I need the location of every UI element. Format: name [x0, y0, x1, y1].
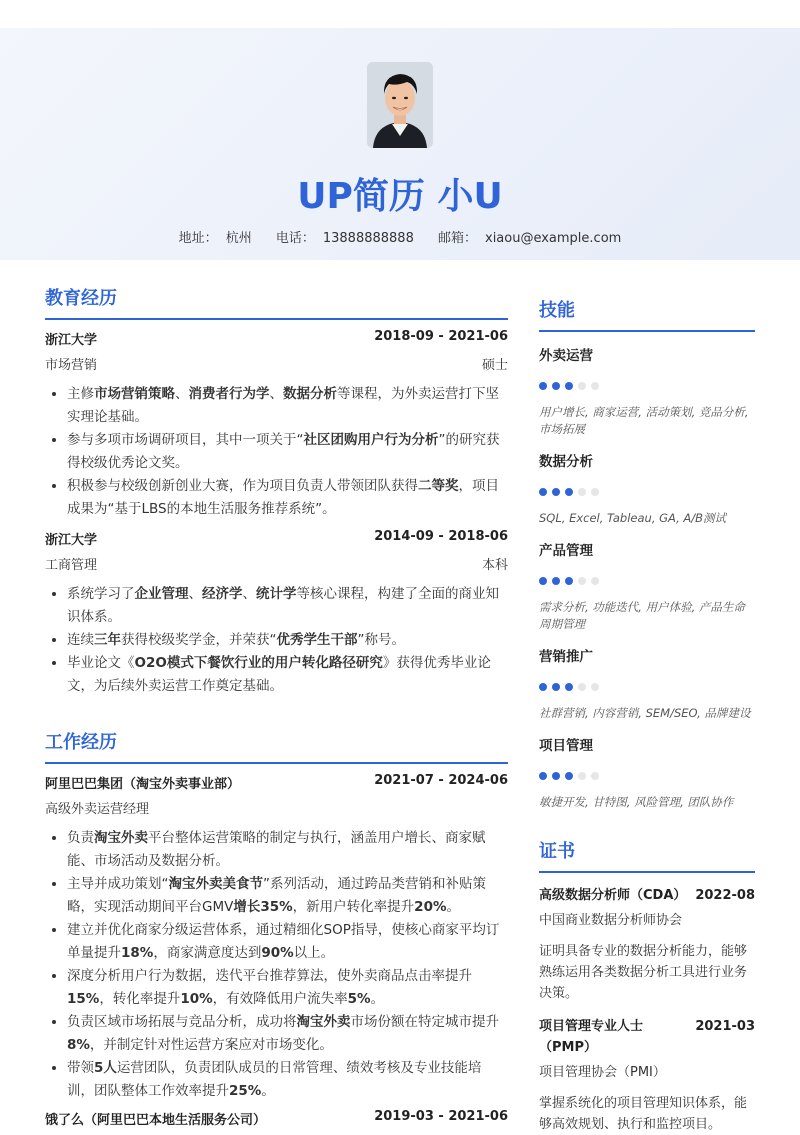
skill-level-dots — [539, 772, 755, 782]
education-entry — [45, 529, 508, 698]
certificate-head — [539, 885, 755, 906]
work-entry — [45, 773, 508, 1103]
skill-description: 社群营销, 内容营销, SEM/SEO, 品牌建设 — [539, 706, 751, 720]
section-title-education: 教育经历 — [45, 284, 508, 320]
list-item: • 主修市场营销策略、消费者行为学、数据分析等课程，为外卖运营打下坚实理论基础。 — [67, 383, 508, 429]
section-title-work: 工作经历 — [45, 728, 508, 764]
skill-description: 用户增长, 商家运营, 活动策划, 竞品分析, 市场拓展 — [539, 405, 749, 436]
education-entry — [45, 329, 508, 521]
degree: 硕士 — [481, 358, 508, 373]
skill-dot-empty — [591, 382, 599, 390]
certificate-date: 2021-03 — [695, 1019, 755, 1034]
candidate-name: UP简历 小U — [297, 176, 503, 217]
work-entry-head — [45, 1109, 508, 1128]
list-item: • 建立并优化商家分级运营体系，通过精细化SOP指导，使核心商家平均订单量提升18%，商家满意度达到90%以上。 — [67, 919, 508, 965]
skill-dot-empty — [578, 683, 586, 691]
education-section — [45, 284, 508, 698]
certificate-description: 证明具备专业的数据分析能力，能够熟练运用各类数据分析工具进行业务决策。 — [539, 944, 748, 1001]
skill-dot-filled — [552, 683, 560, 691]
work-entry-head — [45, 773, 508, 792]
email-value[interactable]: xiaou@example.com — [485, 231, 622, 246]
skill-name: 产品管理 — [539, 543, 593, 559]
education-entry-sub — [45, 554, 508, 573]
top-strip — [0, 0, 800, 28]
skill-item — [539, 450, 755, 527]
skills-section — [539, 296, 755, 811]
skills-list — [539, 344, 755, 811]
list-item: • 参与多项市场调研项目，其中一项关于“社区团购用户行为分析”的研究获得校级优秀论文奖。 — [67, 429, 508, 475]
certificate-item — [539, 885, 755, 1004]
skill-dot-filled — [552, 772, 560, 780]
skill-dot-filled — [552, 577, 560, 585]
list-item: • 积极参与校级创新创业大赛，作为项目负责人带领团队获得二等奖，项目成果为“基于LBS的本地生活服务推荐系统”。 — [67, 475, 508, 521]
skill-dot-empty — [578, 772, 586, 780]
skill-dot-filled — [539, 382, 547, 390]
skill-level-dots — [539, 577, 755, 587]
phone-label: 电话： — [275, 231, 315, 246]
skill-dot-empty — [591, 772, 599, 780]
contact-phone — [276, 231, 414, 246]
work-dates: 2019-03 - 2021-06 — [374, 1109, 508, 1124]
skill-name: 数据分析 — [539, 454, 593, 470]
education-dates: 2014-09 - 2018-06 — [374, 529, 508, 544]
email-label: 邮箱： — [437, 231, 477, 246]
degree: 本科 — [481, 558, 508, 573]
certificate-description: 掌握系统化的项目管理知识体系，能够高效规划、执行和监控项目。 — [539, 1096, 748, 1132]
skill-dot-filled — [565, 488, 573, 496]
skill-dot-filled — [565, 382, 573, 390]
list-item: • 深度分析用户行为数据，迭代平台推荐算法，使外卖商品点击率提升15%，转化率提升10%，有效降低用户流失率5%。 — [67, 965, 508, 1011]
skill-level-dots — [539, 382, 755, 392]
work-entry — [45, 1109, 508, 1128]
skill-dot-empty — [578, 577, 586, 585]
certificate-issuer: 中国商业数据分析师协会 — [539, 913, 683, 928]
education-entry-head — [45, 329, 508, 348]
certificates-list — [539, 885, 755, 1135]
list-item: • 连续三年获得校级奖学金，并荣获“优秀学生干部”称号。 — [67, 629, 508, 652]
contact-email — [438, 231, 621, 246]
skill-dot-filled — [539, 772, 547, 780]
skill-item — [539, 734, 755, 811]
certificate-date: 2022-08 — [695, 888, 755, 903]
skill-dot-filled — [565, 683, 573, 691]
certificate-name: 高级数据分析师（CDA） — [539, 888, 687, 903]
skill-description: SQL, Excel, Tableau, GA, A/B测试 — [539, 511, 727, 525]
school-name: 浙江大学 — [45, 533, 98, 548]
avatar — [367, 62, 433, 148]
skill-dot-filled — [552, 488, 560, 496]
skill-item — [539, 645, 755, 722]
company-name: 饿了么（阿里巴巴本地生活服务公司） — [45, 1113, 267, 1128]
education-bullets — [45, 383, 508, 521]
skill-dot-filled — [539, 577, 547, 585]
contact-line — [0, 227, 800, 246]
school-name: 浙江大学 — [45, 333, 98, 348]
avatar-portrait-image — [367, 62, 433, 148]
certificate-item — [539, 1016, 755, 1135]
phone-value: 13888888888 — [322, 231, 414, 246]
skill-dot-filled — [539, 683, 547, 691]
major: 市场营销 — [45, 358, 98, 373]
list-item: • 负责淘宝外卖平台整体运营策略的制定与执行，涵盖用户增长、商家赋能、市场活动及数据分析。 — [67, 827, 508, 873]
major: 工商管理 — [45, 558, 98, 573]
work-entry-sub — [45, 798, 508, 817]
education-bullets — [45, 583, 508, 698]
skill-dot-empty — [578, 382, 586, 390]
skill-dot-filled — [565, 772, 573, 780]
skill-level-dots — [539, 488, 755, 498]
position: 高级外卖运营经理 — [45, 802, 150, 817]
skill-level-dots — [539, 683, 755, 693]
skill-name: 外卖运营 — [539, 348, 593, 364]
skill-description: 敏捷开发, 甘特图, 风险管理, 团队协作 — [539, 795, 734, 809]
certificates-section — [539, 837, 755, 1135]
list-item: • 主导并成功策划“淘宝外卖美食节”系列活动，通过跨品类营销和补贴策略，实现活动期间平台GMV增长35%，新用户转化率提升20%。 — [67, 873, 508, 919]
left-column — [45, 260, 508, 1128]
address-value: 杭州 — [225, 231, 252, 246]
work-dates: 2021-07 - 2024-06 — [374, 773, 508, 788]
education-dates: 2018-09 - 2021-06 — [374, 329, 508, 344]
skill-item — [539, 539, 755, 633]
certificate-issuer: 项目管理协会（PMI） — [539, 1065, 666, 1080]
section-title-certificates: 证书 — [539, 837, 755, 873]
section-title-skills: 技能 — [539, 296, 755, 332]
list-item: • 系统学习了企业管理、经济学、统计学等核心课程，构建了全面的商业知识体系。 — [67, 583, 508, 629]
skill-dot-filled — [565, 577, 573, 585]
list-item: • 带领5人运营团队，负责团队成员的日常管理、绩效考核及专业技能培训，团队整体工作效率提升25%。 — [67, 1057, 508, 1103]
skill-name: 项目管理 — [539, 738, 593, 754]
skill-item — [539, 344, 755, 438]
skill-dot-filled — [539, 488, 547, 496]
skill-dot-empty — [591, 683, 599, 691]
list-item: • 毕业论文《O2O模式下餐饮行业的用户转化路径研究》获得优秀毕业论文，为后续外卖运营工作奠定基础。 — [67, 652, 508, 698]
list-item: • 负责区域市场拓展与竞品分析，成功将淘宝外卖市场份额在特定城市提升8%，并制定针对性运营方案应对市场变化。 — [67, 1011, 508, 1057]
skill-dot-empty — [591, 488, 599, 496]
education-entry-head — [45, 529, 508, 548]
certificate-head — [539, 1016, 755, 1058]
skill-dot-filled — [552, 382, 560, 390]
company-name: 阿里巴巴集团（淘宝外卖事业部） — [45, 777, 241, 792]
skill-dot-empty — [578, 488, 586, 496]
skill-description: 需求分析, 功能迭代, 用户体验, 产品生命周期管理 — [539, 600, 745, 631]
certificate-name: 项目管理专业人士（PMP） — [539, 1019, 644, 1055]
right-column — [539, 260, 755, 1135]
address-label: 地址： — [178, 231, 218, 246]
education-entry-sub — [45, 354, 508, 373]
skill-name: 营销推广 — [539, 649, 593, 665]
work-section — [45, 728, 508, 1128]
contact-address — [179, 231, 252, 246]
work-bullets — [45, 827, 508, 1103]
skill-dot-empty — [591, 577, 599, 585]
